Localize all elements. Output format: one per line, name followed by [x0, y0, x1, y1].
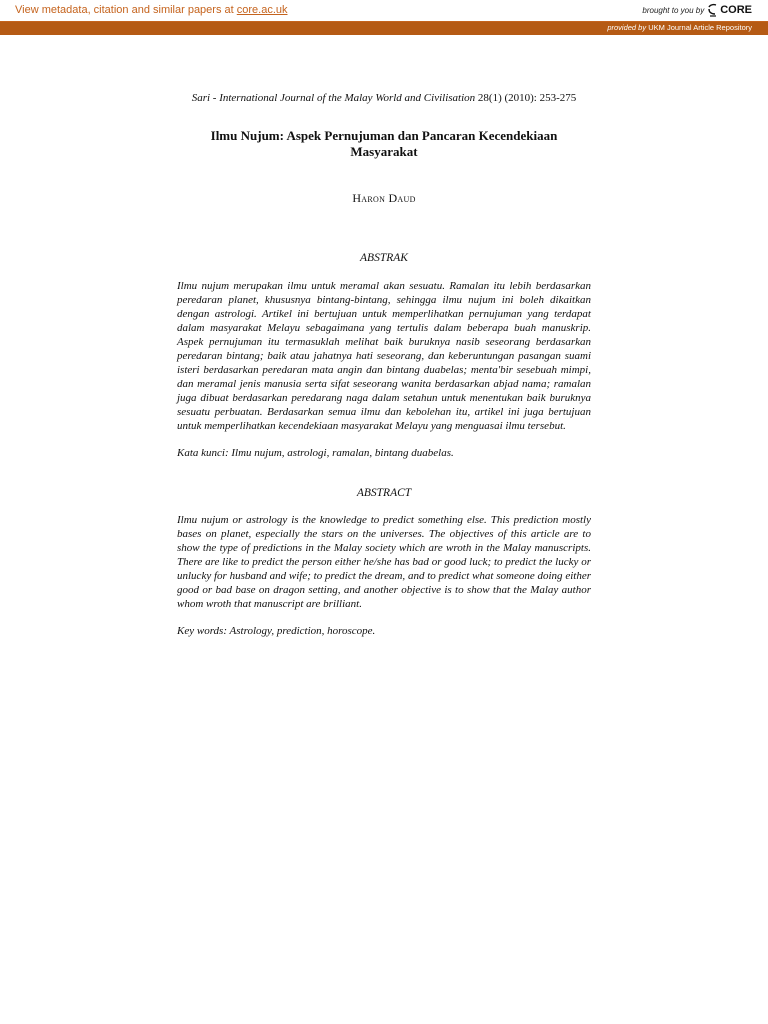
abstract-body: Ilmu nujum or astrology is the knowledge to predict something else. This prediction mostly bases on planet, especially the stars on the universes. The objectives of this article are to show the type of predictions in the Malay society which are wroth in the Malay manuscripts. There are like to predict the person either he/she has bad or good luck; to predict the lucky or unlucky for husband and wife; to predict the dream, and to predict what someone doing either good or bad base on dragon setting, and another objective is to show that the Malay author whom wroth that manuscript are brilliant.	[177, 514, 591, 610]
core-logo-text: CORE	[720, 4, 752, 16]
core-brand[interactable]	[642, 3, 752, 17]
core-banner	[0, 0, 768, 22]
core-metadata-notice	[15, 4, 288, 16]
core-logo-icon	[707, 3, 718, 17]
provided-by-label: provided by	[607, 23, 647, 32]
paper-title-line2: Masyarakat	[350, 144, 418, 159]
brought-to-you-text: brought to you by	[642, 5, 705, 15]
paper-title	[177, 128, 591, 160]
provided-by-bar	[0, 22, 768, 35]
author-name: Haron Daud	[352, 191, 416, 205]
core-logo[interactable]	[707, 3, 752, 17]
paper-title-line1: Ilmu Nujum: Aspek Pernujuman dan Pancaran Kecendekiaan	[210, 128, 558, 143]
provided-by-notice[interactable]	[607, 23, 752, 32]
key-words: Key words: Astrology, prediction, horoscope.	[177, 625, 376, 637]
paper-page	[177, 92, 591, 638]
journal-issue: 28(1) (2010): 253-275	[477, 92, 577, 104]
core-link[interactable]: core.ac.uk	[236, 4, 288, 16]
abstract-heading: ABSTRACT	[356, 487, 412, 499]
core-metadata-text: View metadata, citation and similar papers at	[15, 4, 234, 16]
abstrak-heading: ABSTRAK	[360, 252, 408, 264]
journal-name: Sari - International Journal of the Malay World and Civilisation	[191, 92, 476, 104]
abstrak-body: Ilmu nujum merupakan ilmu untuk meramal akan sesuatu. Ramalan itu lebih berdasarkan peredaran planet, khususnya bintang-bintang, sehingga ilmu nujum ini boleh dikaitkan dengan astrologi. Artikel ini bertujuan untuk memperlihatkan pernujuman yang terdapat dalam masyarakat Melayu sebagaimana yang tertulis dalam beberapa buah manuskrip. Aspek pernujuman itu termasuklah melihat baik buruknya nasib seseorang berdasarkan peredaran bintang; baik atau jahatnya hati seseorang, dan keberuntungan pasangan suami isteri berdasarkan peredaran mata angin dan bintang duabelas; menta'bir sesebuah mimpi, dan meramal jenis manusia serta sifat seseorang wanita berdasarkan abjad nama; ramalan juga dibuat berdasarkan peredarang naga dalam setahun untuk menentukan baik buruknya sesuatu perbuatan. Berdasarkan semua ilmu dan kebolehan itu, artikel ini juga bertujuan untuk memperlihatkan kecendekiaan masyarakat Melayu yang menguasai ilmu tersebut.	[177, 280, 591, 432]
kata-kunci: Kata kunci: Ilmu nujum, astrologi, ramalan, bintang duabelas.	[177, 447, 454, 459]
provided-by-source: UKM Journal Article Repository	[648, 23, 752, 32]
journal-citation	[177, 92, 591, 104]
